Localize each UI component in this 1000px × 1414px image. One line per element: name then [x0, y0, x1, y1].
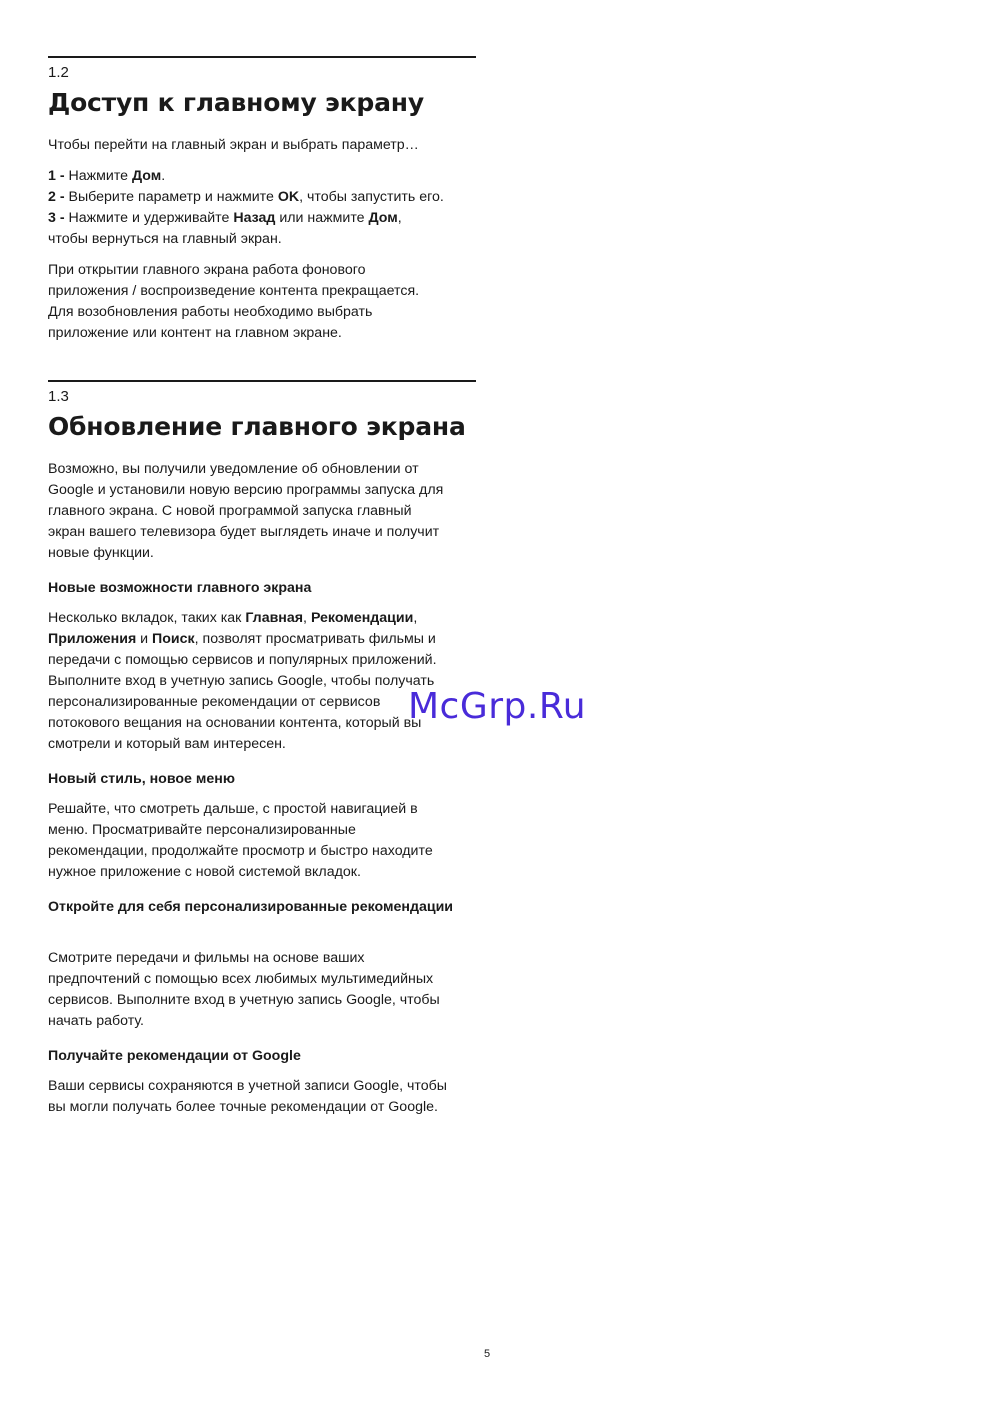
section-title: Доступ к главному экрану [48, 88, 424, 117]
section-title: Обновление главного экрана [48, 412, 466, 441]
section-number: 1.3 [48, 388, 69, 405]
section-1-2 [48, 56, 476, 344]
steps-list [48, 166, 476, 250]
step-3-continued: чтобы вернуться на главный экран. [48, 231, 282, 247]
section-divider [48, 56, 476, 58]
step-2: 2 - Выберите параметр и нажмите OK, чтобы запустить его. [48, 189, 444, 205]
subheading: Получайте рекомендации от Google [48, 1048, 301, 1064]
subheading: Откройте для себя персонализированные рекомендации [48, 899, 454, 915]
page-number: 5 [484, 1348, 491, 1360]
step-3: 3 - Нажмите и удерживайте Назад или нажмите Дом, [48, 210, 402, 226]
subheading: Новые возможности главного экрана [48, 580, 312, 596]
subheading: Новый стиль, новое меню [48, 771, 235, 787]
intro-text: Чтобы перейти на главный экран и выбрать параметр… [48, 137, 419, 153]
paragraph: При открытии главного экрана работа фонового приложения / воспроизведение контента прекращается. Для возобновления работы необходимо выбрать приложение или контент на главном экране. [48, 262, 420, 341]
section-1-3 [48, 380, 476, 1118]
intro-text: Возможно, вы получили уведомление об обновлении от Google и установили новую версию программы запуска для главного экрана. С новой программой запуска главный экран вашего телевизора будет выглядеть иначе и получит новые функции. [48, 461, 444, 561]
watermark: McGrp.Ru [408, 686, 587, 727]
subsection-text: Смотрите передачи и фильмы на основе ваших предпочтений с помощью всех любимых мультимедийных сервисов. Выполните вход в учетную запись Google, чтобы начать работу. [48, 950, 440, 1029]
section-divider [48, 380, 476, 382]
subsection-text: Решайте, что смотреть дальше, с простой навигацией в меню. Просматривайте персонализированные рекомендации, продолжайте просмотр и быстро находите нужное приложение с новой системой вкладок. [48, 801, 433, 880]
section-number: 1.2 [48, 64, 69, 81]
subsection-text: Ваши сервисы сохраняются в учетной записи Google, чтобы вы могли получать более точные рекомендации от Google. [48, 1078, 447, 1115]
subsection-text: Несколько вкладок, таких как Главная, Рекомендации, Приложения и Поиск, позволят просматривать фильмы и передачи с помощью сервисов и популярных приложений. Выполните вход в учетную запись Google, чтобы получать персонализированные рекомендации от сервисов потокового вещания на основании контента, который вы смотрели и который вам интересен. [48, 610, 437, 752]
step-1: 1 - Нажмите Дом. [48, 168, 166, 184]
